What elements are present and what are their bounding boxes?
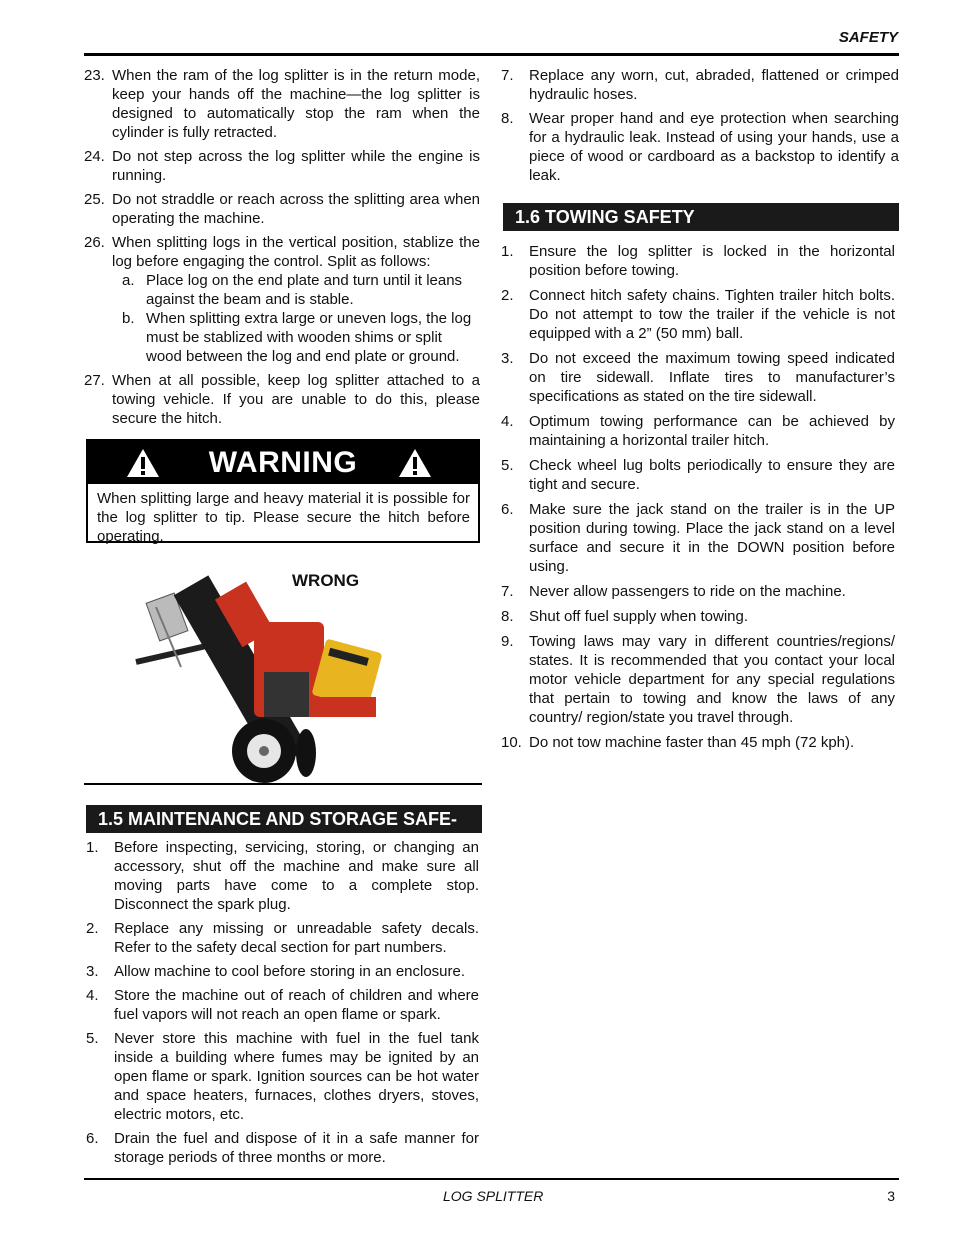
item-number: 4.	[86, 987, 99, 1004]
section-heading-maintenance: 1.5 MAINTENANCE AND STORAGE SAFE-	[86, 805, 482, 833]
list-item	[501, 109, 899, 185]
item-text: Do not tow machine faster than 45 mph (72 kph).	[529, 734, 855, 751]
sub-item-text: Place log on the end plate and turn until it leans against the beam and is stable.	[146, 272, 463, 308]
item-text: Optimum towing performance can be achieved by maintaining a horizontal trailer hitch.	[529, 413, 895, 449]
sub-list-item	[122, 309, 480, 366]
header-rule	[84, 53, 899, 56]
list-item	[501, 607, 895, 626]
item-text: Replace any worn, cut, abraded, flattened or crimped hydraulic hoses.	[529, 67, 899, 103]
item-number: 4.	[501, 413, 514, 430]
item-text: When the ram of the log splitter is in the return mode, keep your hands off the machine—the log splitter is designed to automatically stop the ram when the cylinder is fully retracted.	[112, 67, 480, 141]
item-number: 1.	[86, 839, 99, 856]
list-item	[86, 962, 479, 981]
maintenance-list	[86, 838, 479, 1172]
list-item	[501, 349, 895, 406]
list-item	[501, 733, 895, 752]
item-text: Never allow passengers to ride on the machine.	[529, 583, 846, 600]
item-number: 27.	[84, 372, 105, 389]
item-number: 5.	[501, 457, 514, 474]
list-item	[86, 1029, 479, 1124]
sub-list	[112, 271, 480, 366]
figure-label: WRONG	[292, 571, 360, 590]
list-item	[84, 233, 480, 271]
list-item	[86, 986, 479, 1024]
towing-list	[501, 242, 895, 758]
footer-rule	[84, 1178, 899, 1180]
item-number: 1.	[501, 243, 514, 260]
sub-item-letter: a.	[122, 272, 135, 289]
warning-triangle-icon	[398, 448, 432, 478]
list-item	[86, 1129, 479, 1167]
item-text: Ensure the log splitter is locked in the horizontal position before towing.	[529, 243, 895, 279]
item-text: Connect hitch safety chains. Tighten trailer hitch bolts. Do not attempt to tow the trailer if the vehicle is not equipped with a 2” (50 mm) ball.	[529, 287, 895, 342]
item-number: 3.	[86, 963, 99, 980]
list-item	[501, 286, 895, 343]
item-number: 6.	[86, 1130, 99, 1147]
warning-header	[88, 441, 478, 484]
item-number: 5.	[86, 1030, 99, 1047]
item-number: 7.	[501, 67, 514, 84]
right-safety-list	[501, 66, 899, 190]
item-number: 8.	[501, 608, 514, 625]
list-item	[501, 500, 895, 576]
log-splitter-image	[126, 567, 406, 783]
list-item	[84, 190, 480, 228]
item-text: Replace any missing or unreadable safety decals. Refer to the safety decal section for part numbers.	[114, 920, 479, 956]
warning-box	[86, 439, 480, 543]
sub-item-text: When splitting extra large or uneven logs, the log must be stablized with wooden shims or split wood between the log and end plate or ground.	[146, 310, 472, 365]
warning-title: WARNING	[208, 445, 358, 479]
item-text: Store the machine out of reach of children and where fuel vapors will not reach an open flame or spark.	[114, 987, 479, 1023]
item-number: 3.	[501, 350, 514, 367]
item-text: Shut off fuel supply when towing.	[529, 608, 749, 625]
item-number: 7.	[501, 583, 514, 600]
item-text: Make sure the jack stand on the trailer is in the UP position during towing. Place the jack stand on a level surface and secure it in the DOWN position before using.	[529, 501, 895, 575]
left-safety-list	[84, 66, 480, 433]
warning-triangle-icon	[126, 448, 160, 478]
item-text: Allow machine to cool before storing in an enclosure.	[114, 963, 466, 980]
sub-list-item	[122, 271, 480, 309]
list-item	[86, 838, 479, 914]
item-number: 26.	[84, 234, 105, 251]
item-text: Do not exceed the maximum towing speed indicated on tire sidewall. Inflate tires to manufacturer’s specifications as stated on the tire sidewall.	[529, 350, 895, 405]
item-number: 6.	[501, 501, 514, 518]
warning-text: When splitting large and heavy material it is possible for the log splitter to tip. Please secure the hitch before operating.	[97, 490, 470, 545]
list-item	[501, 412, 895, 450]
item-number: 2.	[86, 920, 99, 937]
item-number: 9.	[501, 633, 514, 650]
figure-rule	[84, 783, 482, 785]
item-number: 24.	[84, 148, 105, 165]
item-text: Check wheel lug bolts periodically to ensure they are tight and secure.	[529, 457, 895, 493]
item-number: 10.	[501, 734, 522, 751]
item-text: Drain the fuel and dispose of it in a safe manner for storage periods of three months or more.	[114, 1130, 479, 1166]
list-item	[84, 147, 480, 185]
item-number: 8.	[501, 110, 514, 127]
item-number: 25.	[84, 191, 105, 208]
list-item	[501, 66, 899, 104]
item-text: Do not straddle or reach across the splitting area when operating the machine.	[112, 191, 480, 227]
item-text: Wear proper hand and eye protection when searching for a hydraulic leak. Instead of using your hands, use a piece of wood or cardboard as a backstop to identify a leak.	[529, 110, 899, 184]
list-item	[86, 919, 479, 957]
page-section-header: SAFETY	[838, 29, 898, 46]
footer-title: LOG SPLITTER	[443, 1188, 544, 1204]
page-number: 3	[887, 1188, 895, 1204]
item-number: 2.	[501, 287, 514, 304]
sub-item-letter: b.	[122, 310, 135, 327]
list-item	[501, 242, 895, 280]
item-text: When splitting logs in the vertical position, stablize the log before engaging the control. Split as follows:	[112, 234, 480, 270]
list-item	[84, 371, 480, 428]
item-text: Never store this machine with fuel in the fuel tank inside a building where fumes may be ignited by an open flame or spark. Ignition sources can be hot water and space heaters, furnaces, clothes dryers, stoves, electric motors, etc.	[114, 1030, 479, 1123]
list-item	[501, 456, 895, 494]
list-item	[84, 66, 480, 142]
item-number: 23.	[84, 67, 105, 84]
section-heading-towing: 1.6 TOWING SAFETY	[503, 203, 899, 231]
list-item	[501, 582, 895, 601]
list-item	[501, 632, 895, 727]
item-text: Before inspecting, servicing, storing, or changing an accessory, shut off the machine and make sure all moving parts have come to a complete stop. Disconnect the spark plug.	[114, 839, 479, 913]
item-text: When at all possible, keep log splitter attached to a towing vehicle. If you are unable to do this, please secure the hitch.	[112, 372, 480, 427]
item-text: Do not step across the log splitter while the engine is running.	[112, 148, 480, 184]
item-text: Towing laws may vary in different countries/regions/ states. It is recommended that you contact your local motor vehicle department for any special regulations that pertain to towing and know the laws of any country/ region/state you travel through.	[529, 633, 895, 726]
